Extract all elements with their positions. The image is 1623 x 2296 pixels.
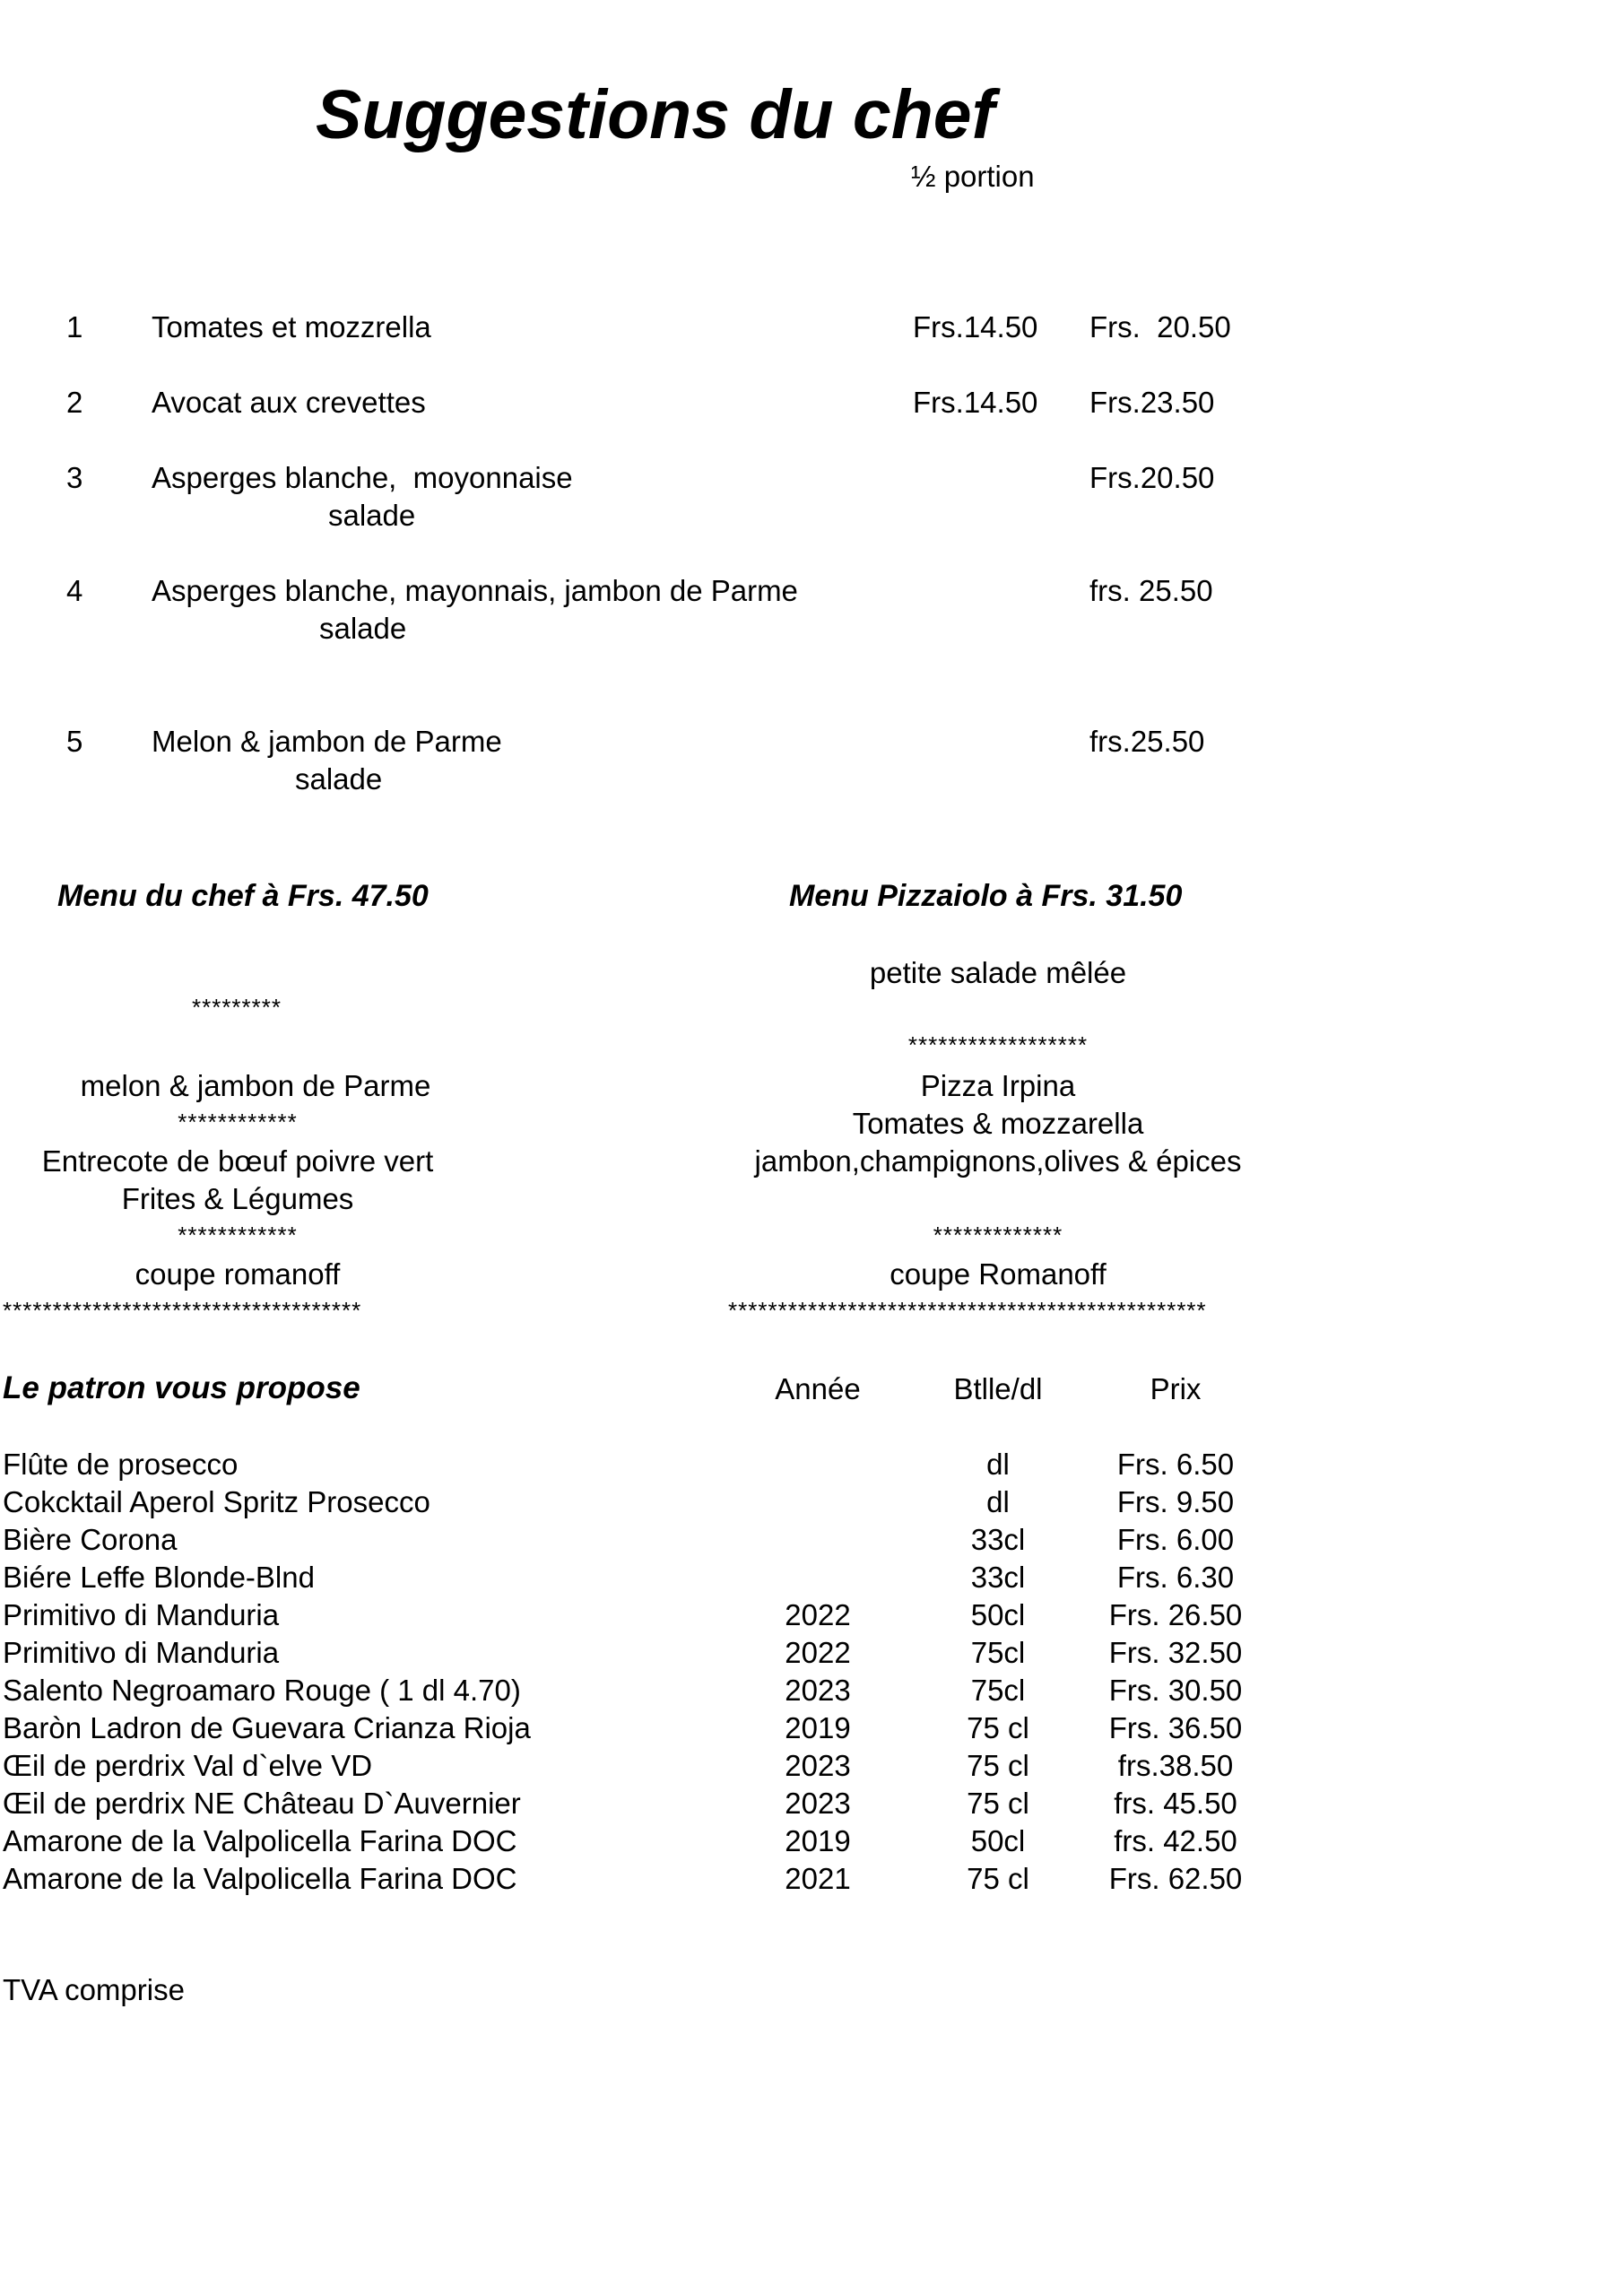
starter-name: Asperges blanche, moyonnaise bbox=[152, 461, 573, 494]
starter-sub: salade bbox=[328, 499, 416, 532]
drink-price: Frs. 62.50 bbox=[1108, 1862, 1243, 1895]
drink-size: 50cl bbox=[970, 1824, 1026, 1857]
starter-number: 5 bbox=[66, 725, 83, 758]
starter-name: Melon & jambon de Parme bbox=[152, 725, 502, 758]
drink-name: Bière Corona bbox=[3, 1523, 178, 1556]
column-header-price: Prix bbox=[1150, 1372, 1202, 1405]
drink-size: 75 cl bbox=[967, 1711, 1029, 1744]
drink-year: 2019 bbox=[785, 1824, 851, 1857]
starter-number: 3 bbox=[66, 461, 83, 494]
drink-size: 75 cl bbox=[967, 1862, 1029, 1895]
menu-chef-item: Frites & Légumes bbox=[121, 1182, 354, 1215]
starter-price-full: frs.25.50 bbox=[1089, 725, 1205, 758]
starter-name: Tomates et mozzrella bbox=[152, 310, 431, 344]
drink-name: Biére Leffe Blonde-Blnd bbox=[3, 1561, 315, 1594]
menu-pizzaiolo-item: Pizza Irpina bbox=[920, 1069, 1076, 1102]
separator: ************* bbox=[933, 1222, 1063, 1248]
starter-number: 2 bbox=[66, 386, 83, 419]
starter-price-full: Frs.23.50 bbox=[1089, 386, 1215, 419]
drink-size: 75cl bbox=[970, 1674, 1026, 1707]
starter-price-full: Frs.20.50 bbox=[1089, 461, 1215, 494]
drink-size: dl bbox=[986, 1448, 1010, 1481]
drink-price: Frs. 6.00 bbox=[1116, 1523, 1235, 1556]
starter-price-full: Frs. 20.50 bbox=[1089, 310, 1231, 344]
starter-number: 4 bbox=[66, 574, 83, 607]
starter-sub: salade bbox=[319, 612, 407, 645]
starter-name: Asperges blanche, mayonnais, jambon de Parme bbox=[152, 574, 798, 607]
drink-name: Salento Negroamaro Rouge ( 1 dl 4.70) bbox=[3, 1674, 521, 1707]
separator: ********* bbox=[191, 994, 282, 1021]
drink-year: 2021 bbox=[785, 1862, 851, 1895]
drink-price: Frs. 32.50 bbox=[1108, 1636, 1243, 1669]
drink-year: 2023 bbox=[785, 1787, 851, 1820]
drink-size: 33cl bbox=[970, 1523, 1026, 1556]
drink-price: Frs. 9.50 bbox=[1116, 1485, 1235, 1518]
column-header-size: Btlle/dl bbox=[953, 1372, 1043, 1405]
separator: ************************************ bbox=[3, 1297, 362, 1324]
starter-name: Avocat aux crevettes bbox=[152, 386, 426, 419]
menu-chef-item: coupe romanoff bbox=[135, 1257, 341, 1291]
starter-price-half: Frs.14.50 bbox=[913, 310, 1038, 344]
drink-name: Amarone de la Valpolicella Farina DOC bbox=[3, 1862, 517, 1895]
drink-year: 2019 bbox=[785, 1711, 851, 1744]
separator: ****************** bbox=[907, 1031, 1089, 1058]
starter-sub: salade bbox=[295, 762, 383, 796]
drink-size: 75 cl bbox=[967, 1749, 1029, 1782]
drink-year: 2022 bbox=[785, 1598, 851, 1631]
menu-pizzaiolo-item: petite salade mêlée bbox=[869, 956, 1127, 989]
drink-price: Frs. 26.50 bbox=[1108, 1598, 1243, 1631]
drink-name: Œil de perdrix NE Château D`Auvernier bbox=[3, 1787, 521, 1820]
drink-price: frs. 45.50 bbox=[1114, 1787, 1237, 1820]
drink-price: Frs. 36.50 bbox=[1108, 1711, 1243, 1744]
drink-name: Amarone de la Valpolicella Farina DOC bbox=[3, 1824, 517, 1857]
drink-year: 2022 bbox=[785, 1636, 851, 1669]
menu-chef-item: Entrecote de bœuf poivre vert bbox=[41, 1144, 434, 1178]
menu-pizzaiolo-item: Tomates & mozzarella bbox=[852, 1107, 1144, 1140]
drink-price: frs. 42.50 bbox=[1114, 1824, 1237, 1857]
drink-size: 75cl bbox=[970, 1636, 1026, 1669]
drink-size: 50cl bbox=[970, 1598, 1026, 1631]
drink-year: 2023 bbox=[785, 1749, 851, 1782]
drink-name: Primitivo di Manduria bbox=[3, 1636, 280, 1669]
drink-name: Baròn Ladron de Guevara Crianza Rioja bbox=[3, 1711, 531, 1744]
menu-pizzaiolo-item: jambon,champignons,olives & épices bbox=[754, 1144, 1242, 1178]
vat-note: TVA comprise bbox=[3, 1973, 185, 2006]
separator: ************ bbox=[178, 1222, 298, 1248]
separator: ************ bbox=[178, 1109, 298, 1135]
wine-list-title: Le patron vous propose bbox=[3, 1370, 360, 1405]
drink-size: dl bbox=[986, 1485, 1010, 1518]
menu-chef-title: Menu du chef à Frs. 47.50 bbox=[57, 879, 429, 913]
starter-number: 1 bbox=[66, 310, 83, 344]
drink-price: Frs. 6.30 bbox=[1116, 1561, 1235, 1594]
drink-year: 2023 bbox=[785, 1674, 851, 1707]
menu-chef-item: melon & jambon de Parme bbox=[80, 1069, 431, 1102]
drink-name: Primitivo di Manduria bbox=[3, 1598, 280, 1631]
page-title: Suggestions du chef bbox=[316, 76, 995, 153]
starter-price-half: Frs.14.50 bbox=[913, 386, 1038, 419]
menu-pizzaiolo-item: coupe Romanoff bbox=[890, 1257, 1107, 1291]
drink-price: Frs. 30.50 bbox=[1108, 1674, 1243, 1707]
drink-name: Flûte de prosecco bbox=[3, 1448, 239, 1481]
drink-price: Frs. 6.50 bbox=[1116, 1448, 1235, 1481]
starter-price-full: frs. 25.50 bbox=[1089, 574, 1213, 607]
drink-name: Cokcktail Aperol Spritz Prosecco bbox=[3, 1485, 430, 1518]
half-portion-label: ½ portion bbox=[911, 160, 1035, 193]
drink-size: 33cl bbox=[970, 1561, 1026, 1594]
drink-name: Œil de perdrix Val d`elve VD bbox=[3, 1749, 373, 1782]
separator: ************************************************ bbox=[728, 1297, 1207, 1324]
column-header-year: Année bbox=[775, 1372, 861, 1405]
drink-price: frs.38.50 bbox=[1117, 1749, 1234, 1782]
menu-pizzaiolo-title: Menu Pizzaiolo à Frs. 31.50 bbox=[789, 879, 1183, 913]
drink-size: 75 cl bbox=[967, 1787, 1029, 1820]
